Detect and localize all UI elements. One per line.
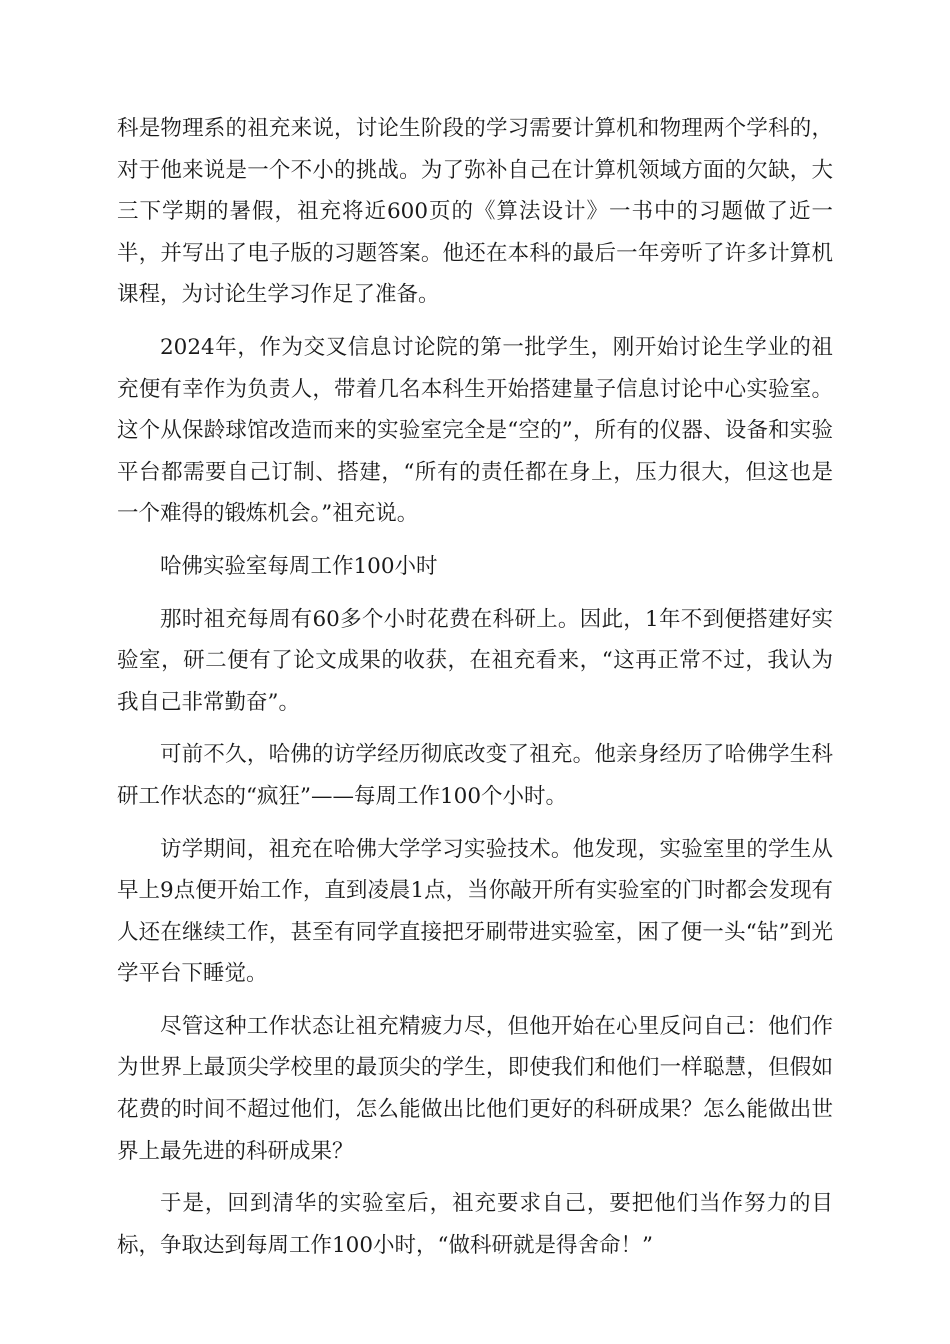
paragraph-4: 可前不久，哈佛的访学经历彻底改变了祖充。他亲身经历了哈佛学生科研工作状态的“疯狂”——每周工作100个小时。 (117, 742, 833, 809)
section-heading: 哈佛实验室每周工作100小时 (160, 553, 438, 579)
paragraph-1: 科是物理系的祖充来说，讨论生阶段的学习需要计算机和物理两个学科的，对于他来说是一个不小的挑战。为了弥补自己在计算机领域方面的欠缺，大三下学期的暑假，祖充将近600页的《算法设计》一书中的习题做了近一半，并写出了电子版的习题答案。他还在本科的最后一年旁听了许多计算机课程，为讨论生学习作足了准备。 (117, 116, 833, 308)
paragraph-5: 访学期间，祖充在哈佛大学学习实验技术。他发现，实验室里的学生从早上9点便开始工作，直到凌晨1点，当你敲开所有实验室的门时都会发现有人还在继续工作，甚至有同学直接把牙刷带进实验室，困了便一头“钻”到光学平台下睡觉。 (117, 836, 833, 987)
paragraph-6: 尽管这种工作状态让祖充精疲力尽，但他开始在心里反问自己：他们作为世界上最顶尖学校里的最顶尖的学生，即使我们和他们一样聪慧，但假如花费的时间不超过他们，怎么能做出比他们更好的科研成果？怎么能做出世界上最先进的科研成果？ (117, 1013, 833, 1164)
paragraph-7: 于是，回到清华的实验室后，祖充要求自己，要把他们当作努力的目标，争取达到每周工作100小时，“做科研就是得舍命！” (117, 1191, 833, 1258)
paragraph-2: 2024年，作为交叉信息讨论院的第一批学生，刚开始讨论生学业的祖充便有幸作为负责人，带着几名本科生开始搭建量子信息讨论中心实验室。这个从保龄球馆改造而来的实验室完全是“空的”，所有的仪器、设备和实验平台都需要自己订制、搭建，“所有的责任都在身上，压力很大，但这也是一个难得的锻炼机会。”祖充说。 (117, 334, 833, 527)
document-body (117, 108, 833, 1277)
paragraph-3: 那时祖充每周有60多个小时花费在科研上。因此，1年不到便搭建好实验室，研二便有了论文成果的收获，在祖充看来，“这再正常不过，我认为我自己非常勤奋”。 (117, 606, 833, 715)
